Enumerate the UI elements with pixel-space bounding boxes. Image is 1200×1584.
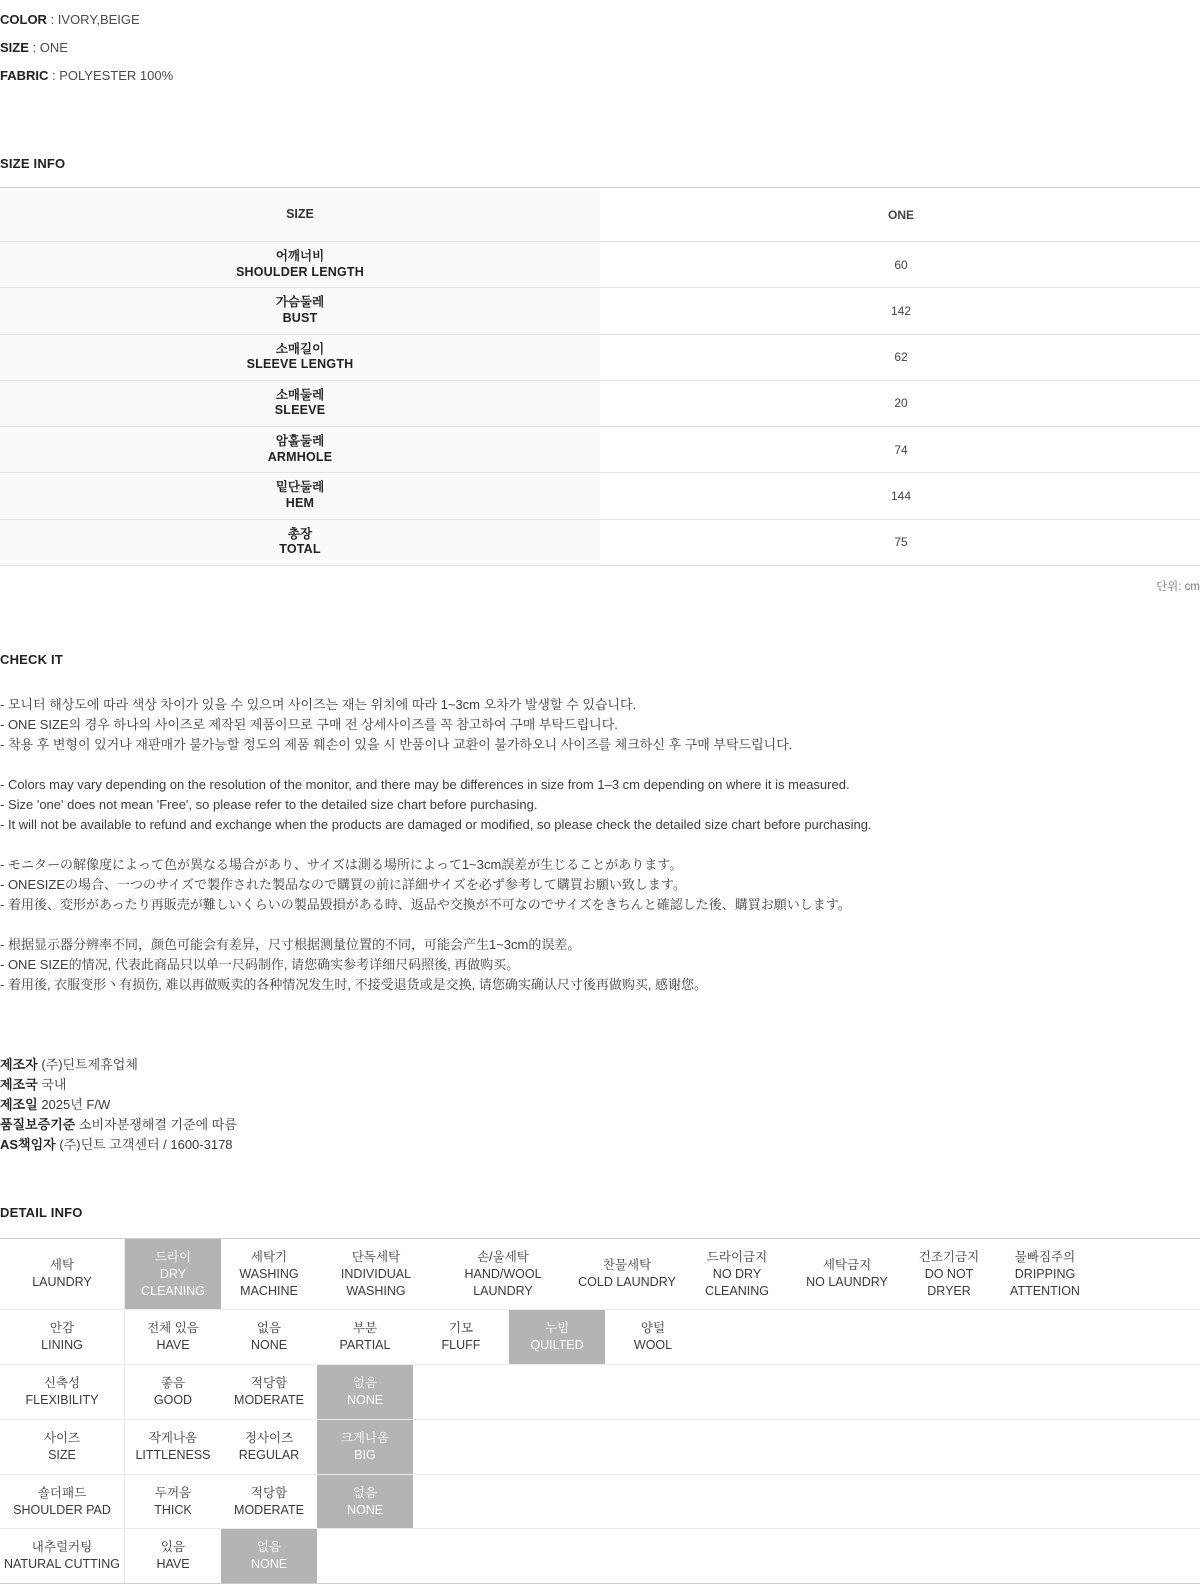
detail-head-en: LINING	[41, 1338, 83, 1353]
detail-row-flexibility	[0, 1364, 1200, 1419]
note-zh-3: - 着用後, 衣服变形丶有损伤, 难以再做贩卖的各种情况发生时, 不接受退货或是交换, 请您确实确认尺寸後再做购买, 感谢您。	[0, 976, 708, 992]
detail-option-size-littleness[interactable]: 작게나옴 LITTLENESS	[135, 1430, 211, 1462]
detail-option-pad-thick[interactable]: 두꺼움 THICK	[154, 1485, 192, 1517]
note-ko-2: - ONE SIZE의 경우 하나의 사이즈로 제작된 제품이므로 구매 전 상세사이즈를 꼭 참고하여 구매 부탁드립니다.	[0, 716, 618, 732]
size-row-label-kr: 가슴둘레	[275, 295, 325, 310]
size-row-label-sleeve-length	[0, 334, 600, 380]
detail-option-hand-wool-laundry[interactable]: 손/울세탁 HAND/WOOL LAUNDRY	[464, 1249, 542, 1298]
size-info-table	[0, 187, 1200, 566]
detail-head-en: LAUNDRY	[32, 1275, 92, 1290]
detail-option-no-dry-cleaning[interactable]: 드라이금지 NO DRY CLEANING	[705, 1249, 769, 1298]
detail-option-lining-wool[interactable]: 양털 WOOL	[633, 1321, 673, 1353]
detail-row-laundry	[0, 1239, 1200, 1310]
detail-head-en: FLEXIBILITY	[25, 1393, 99, 1407]
detail-head-en: SHOULDER PAD	[13, 1502, 111, 1517]
table-row	[0, 427, 1200, 473]
size-row-label-kr: 소매둘레	[275, 387, 325, 402]
size-row-label-shoulder	[0, 242, 600, 288]
detail-head-kr: 사이즈	[43, 1430, 81, 1445]
size-table-header-size: SIZE	[0, 188, 600, 242]
manufacturer-value-date: 2025년 F/W	[41, 1096, 111, 1112]
size-table-body	[0, 242, 1200, 566]
note-en-2: - Size 'one' does not mean 'Free', so please refer to the detailed size chart before purchasing.	[0, 796, 538, 812]
size-row-label-kr: 어깨너비	[275, 249, 325, 263]
size-row-label-en: HEM	[285, 495, 315, 510]
manufacturer-row-date	[0, 1095, 1200, 1115]
size-row-value-sleeve: 20	[600, 380, 1200, 426]
size-row-label-en: SLEEVE	[274, 403, 326, 418]
detail-option-size-regular[interactable]: 정사이즈 REGULAR	[238, 1430, 300, 1462]
detail-option-dripping-attention[interactable]: 물빠짐주의 DRIPPING ATTENTION	[1010, 1249, 1080, 1298]
detail-head-kr: 안감	[49, 1321, 75, 1336]
manufacturer-row-maker	[0, 1055, 1200, 1075]
detail-head-kr: 내추럴커팅	[31, 1540, 93, 1555]
manufacturer-value-country: 국내	[41, 1076, 67, 1092]
size-table-head	[0, 188, 1200, 242]
size-row-label-bust	[0, 288, 600, 334]
detail-head-size	[0, 1420, 125, 1474]
manufacturer-label-date: 제조일	[0, 1096, 38, 1112]
spec-label-fabric: FABRIC	[0, 68, 49, 83]
size-row-label-kr: 밑단둘레	[275, 480, 325, 495]
size-row-label-hem	[0, 473, 600, 519]
size-row-label-sleeve	[0, 380, 600, 426]
size-row-value-total: 75	[600, 519, 1200, 565]
table-header-row	[0, 188, 1200, 242]
note-en-3: - It will not be available to refund and exchange when the products are damaged or modified, so please check the detailed size chart before purchasing.	[0, 816, 872, 832]
size-row-label-kr: 소매길이	[275, 341, 325, 356]
note-ja-2: - ONESIZEの場合、一つのサイズで製作された製品なので購買の前に詳細サイズを必ず参考して購買お願い致します。	[0, 876, 686, 892]
spec-line-fabric	[0, 62, 1200, 90]
spec-value-fabric: : POLYESTER 100%	[48, 68, 174, 83]
detail-option-lining-none[interactable]: 없음 NONE	[250, 1321, 288, 1353]
product-spec-list	[0, 0, 1200, 90]
manufacturer-info	[0, 1055, 1200, 1155]
check-it-title: CHECK IT	[0, 651, 63, 667]
detail-head-laundry	[0, 1239, 125, 1310]
detail-option-no-laundry[interactable]: 세탁금지 NO LAUNDRY	[806, 1258, 888, 1290]
detail-info-table	[0, 1238, 1200, 1584]
size-row-label-total	[0, 519, 600, 565]
note-gap	[0, 755, 1200, 775]
note-zh-2: - ONE SIZE的情况, 代表此商品只以单一尺码制作, 请您确实参考详细尺码照後, 再做购买。	[0, 956, 520, 972]
size-row-label-en: SHOULDER LENGTH	[236, 264, 364, 279]
detail-head-kr: 세탁	[49, 1258, 75, 1273]
size-row-value-armhole: 74	[600, 427, 1200, 473]
spec-label-color: COLOR	[0, 12, 47, 27]
size-row-label-kr: 암홀둘레	[275, 434, 325, 448]
note-gap	[0, 915, 1200, 935]
check-it-notes	[0, 695, 1200, 995]
size-row-label-en: TOTAL	[279, 542, 321, 557]
size-row-label-armhole	[0, 427, 600, 473]
detail-option-cutting-have[interactable]: 있음 HAVE	[156, 1540, 190, 1572]
detail-option-flexibility-good[interactable]: 좋음 GOOD	[153, 1376, 193, 1407]
spec-value-color: : IVORY,BEIGE	[46, 12, 140, 27]
size-row-label-kr: 총장	[287, 526, 313, 541]
manufacturer-row-as	[0, 1135, 1200, 1155]
manufacturer-value-as: (주)딘트 고객센터 / 1600-3178	[59, 1136, 233, 1152]
note-ko-1: - 모니터 해상도에 따라 색상 차이가 있을 수 있으며 사이즈는 재는 위치에 따라 1~3cm 오차가 발생할 수 있습니다.	[0, 696, 637, 712]
spec-line-size	[0, 34, 1200, 62]
detail-option-cutting-none[interactable]: 없음 NONE	[221, 1529, 317, 1583]
detail-option-flexibility-none[interactable]: 없음 NONE	[317, 1365, 413, 1419]
table-row	[0, 380, 1200, 426]
spec-line-color	[0, 6, 1200, 34]
size-row-value-shoulder: 60	[600, 242, 1200, 288]
manufacturer-label-warranty: 품질보증기준	[0, 1116, 76, 1132]
detail-option-lining-partial[interactable]: 부분 PARTIAL	[339, 1321, 391, 1353]
detail-head-en: NATURAL CUTTING	[4, 1557, 120, 1572]
manufacturer-row-country	[0, 1075, 1200, 1095]
detail-option-pad-moderate[interactable]: 적당함 MODERATE	[234, 1485, 304, 1517]
size-row-label-en: ARMHOLE	[267, 449, 333, 464]
spec-value-size: : ONE	[28, 40, 68, 55]
detail-row-shoulder-pad	[0, 1474, 1200, 1529]
table-row	[0, 242, 1200, 288]
manufacturer-label-country: 제조국	[0, 1076, 38, 1092]
manufacturer-label-as: AS책임자	[0, 1136, 56, 1152]
note-en-1: - Colors may vary depending on the resolution of the monitor, and there may be differences in size from 1–3 cm depending on where it is measured.	[0, 776, 850, 792]
detail-option-do-not-dryer[interactable]: 건조기금지 DO NOT DRYER	[918, 1249, 980, 1298]
size-table-header-one: ONE	[600, 188, 1200, 242]
detail-row-natural-cutting	[0, 1528, 1200, 1583]
detail-option-washing-machine[interactable]: 세탁기 WASHING MACHINE	[239, 1249, 299, 1298]
detail-option-individual-washing[interactable]: 단독세탁 INDIVIDUAL WASHING	[340, 1249, 412, 1298]
detail-option-dry-cleaning[interactable]: 드라이 DRY CLEANING	[125, 1239, 221, 1310]
detail-head-kr: 숄더패드	[37, 1485, 87, 1500]
detail-option-flexibility-moderate[interactable]: 적당함 MODERATE	[234, 1376, 304, 1407]
detail-head-kr: 신축성	[43, 1376, 81, 1391]
table-row	[0, 288, 1200, 334]
table-row	[0, 334, 1200, 380]
table-row	[0, 473, 1200, 519]
detail-row-size	[0, 1419, 1200, 1474]
size-row-value-hem: 144	[600, 473, 1200, 519]
note-ja-1: - モニターの解像度によって色が異なる場合があり、サイズは測る場所によって1~3cm誤差が生じることがあります。	[0, 856, 683, 872]
detail-option-cold-laundry[interactable]: 찬물세탁 COLD LAUNDRY	[578, 1258, 676, 1290]
manufacturer-value-maker: (주)딘트제휴업체	[41, 1056, 138, 1072]
spec-label-size: SIZE	[0, 40, 29, 55]
size-row-label-en: SLEEVE LENGTH	[246, 357, 354, 372]
note-ko-3: - 착용 후 변형이 있거나 재판매가 불가능할 정도의 제품 훼손이 있을 시 반품이나 교환이 불가하오니 사이즈를 체크하신 후 구매 부탁드립니다.	[0, 736, 793, 752]
detail-option-lining-have[interactable]: 전체 있음 HAVE	[147, 1321, 199, 1353]
note-gap	[0, 835, 1200, 855]
detail-option-size-big[interactable]: 크게나옴 BIG	[317, 1420, 413, 1474]
detail-head-lining	[0, 1310, 125, 1364]
size-unit-note: 단위: cm	[1156, 580, 1200, 593]
detail-option-pad-none[interactable]: 없음 NONE	[317, 1475, 413, 1529]
manufacturer-row-warranty	[0, 1115, 1200, 1135]
size-row-value-sleeve-length: 62	[600, 334, 1200, 380]
size-info-title: SIZE INFO	[0, 156, 66, 171]
detail-option-lining-fluff[interactable]: 기모 FLUFF	[441, 1321, 481, 1353]
detail-head-natural-cutting	[0, 1529, 125, 1583]
size-row-label-en: BUST	[282, 310, 318, 325]
table-row	[0, 519, 1200, 565]
detail-head-en: SIZE	[48, 1447, 76, 1462]
size-row-value-bust: 142	[600, 288, 1200, 334]
detail-info-title: DETAIL INFO	[0, 1204, 83, 1220]
detail-option-lining-quilted[interactable]: 누빔 QUILTED	[509, 1310, 605, 1364]
manufacturer-value-warranty: 소비자분쟁해결 기준에 따름	[78, 1116, 237, 1132]
note-zh-1: - 根据显示器分辨率不同，颜色可能会有差异，尺寸根据测量位置的不同，可能会产生1~3cm的误差。	[0, 936, 581, 952]
note-ja-3: - 着用後、変形があったり再販売が難しいくらいの製品毀損がある時、返品や交換が不可なのでサイズをきちんと確認した後、購買お願いします。	[0, 896, 851, 912]
manufacturer-label-maker: 제조자	[0, 1056, 38, 1072]
detail-head-flexibility	[0, 1365, 125, 1419]
detail-head-shoulder-pad	[0, 1475, 125, 1529]
detail-row-lining	[0, 1309, 1200, 1364]
